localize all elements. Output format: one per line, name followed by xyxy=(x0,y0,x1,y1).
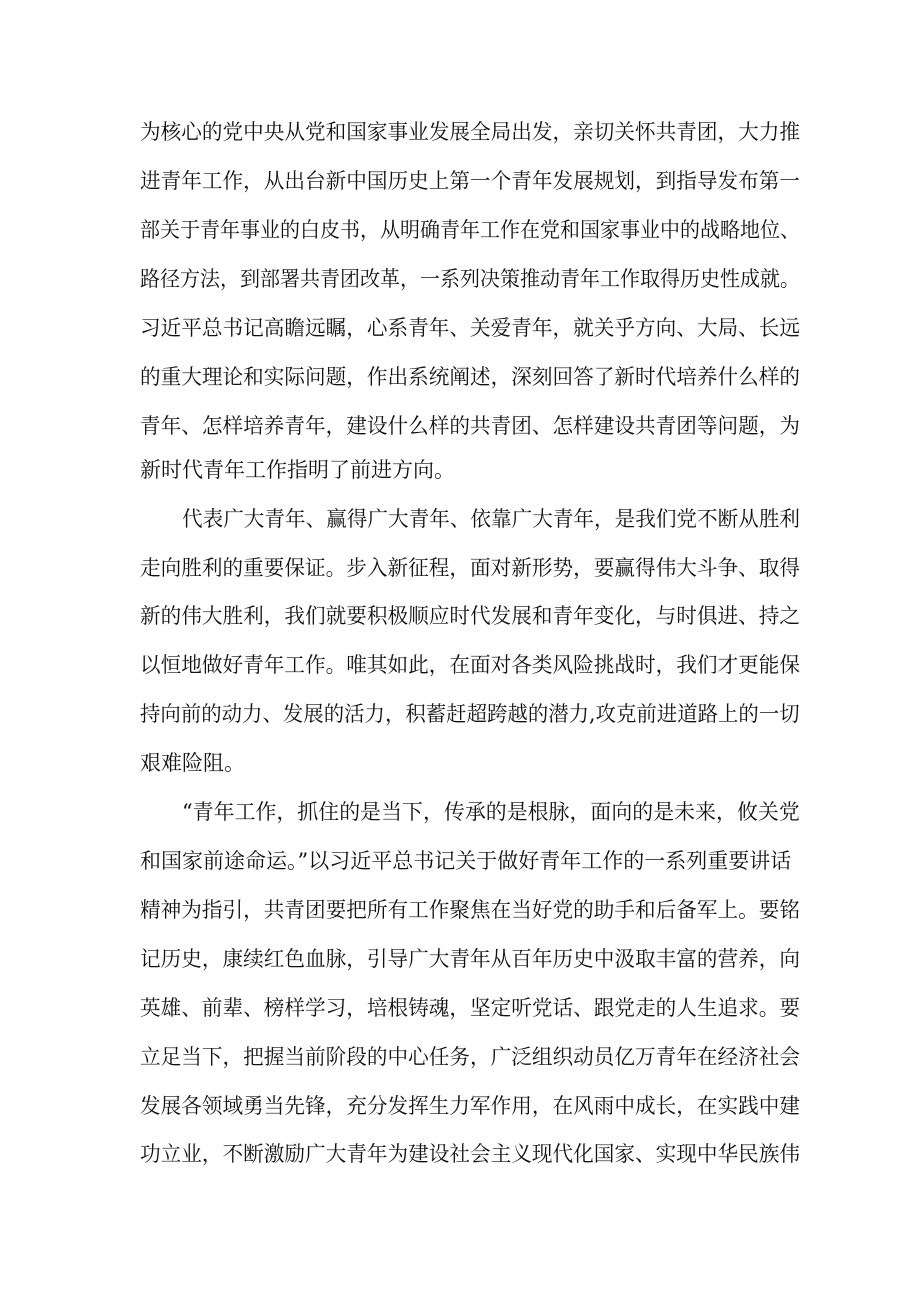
paragraph-3-line-5: 英雄、前辈、榜样学习，培根铸魂，坚定听党话、跟党走的人生追求。要 xyxy=(140,996,800,1020)
paragraph-3-line-8: 功立业，不断激励广大青年为建设社会主义现代化国家、实现中华民族伟 xyxy=(140,1142,800,1166)
paragraph-3-line-1: “青年工作，抓住的是当下，传承的是根脉，面向的是未来，攸关党 xyxy=(182,800,800,824)
paragraph-3-line-7: 发展各领域勇当先锋，充分发挥生力军作用，在风雨中成长，在实践中建 xyxy=(140,1094,800,1118)
paragraph-3-line-6: 立足当下，把握当前阶段的中心任务，广泛组织动员亿万青年在经济社会 xyxy=(140,1045,800,1069)
paragraph-2-line-5: 持向前的动力、发展的活力，积蓄赶超跨越的潜力,攻克前进道路上的一切 xyxy=(140,702,800,726)
paragraph-1-line-1: 为核心的党中央从党和国家事业发展全局出发，亲切关怀共青团，大力推 xyxy=(140,120,800,144)
paragraph-1-line-7: 青年、怎样培养青年，建设什么样的共青团、怎样建设共青团等问题，为 xyxy=(140,414,800,438)
paragraph-2-line-1: 代表广大青年、赢得广大青年、依靠广大青年，是我们党不断从胜利 xyxy=(182,507,801,531)
paragraph-3-line-3: 精神为指引，共青团要把所有工作聚焦在当好党的助手和后备军上。要铭 xyxy=(140,898,800,922)
paragraph-3-line-4: 记历史，康续红色血脉，引导广大青年从百年历史中汲取丰富的营养，向 xyxy=(140,947,800,971)
paragraph-1-line-4: 路径方法，到部署共青团改革，一系列决策推动青年工作取得历史性成就。 xyxy=(140,267,801,291)
paragraph-2-line-4: 以恒地做好青年工作。唯其如此，在面对各类风险挑战时，我们才更能保 xyxy=(140,653,800,677)
paragraph-3-line-2: 和国家前途命运。”以习近平总书记关于做好青年工作的一系列重要讲话 xyxy=(140,849,792,873)
paragraph-2-line-3: 新的伟大胜利，我们就要积极顺应时代发展和青年变化，与时俱进、持之 xyxy=(140,604,800,628)
paragraph-2-line-2: 走向胜利的重要保证。步入新征程，面对新形势，要赢得伟大斗争、取得 xyxy=(140,556,800,580)
paragraph-1-line-3: 部关于青年事业的白皮书，从明确青年工作在党和国家事业中的战略地位、 xyxy=(140,218,801,242)
paragraph-1-line-8: 新时代青年工作指明了前进方向。 xyxy=(140,458,455,482)
paragraph-2-line-6: 艰难险阻。 xyxy=(140,751,245,775)
paragraph-1-line-5: 习近平总书记高瞻远瞩，心系青年、关爱青年，就关乎方向、大局、长远 xyxy=(140,316,800,340)
paragraph-1-line-2: 进青年工作，从出台新中国历史上第一个青年发展规划，到指导发布第一 xyxy=(140,169,800,193)
paragraph-1-line-6: 的重大理论和实际问题，作出系统阐述，深刻回答了新时代培养什么样的 xyxy=(140,365,800,389)
